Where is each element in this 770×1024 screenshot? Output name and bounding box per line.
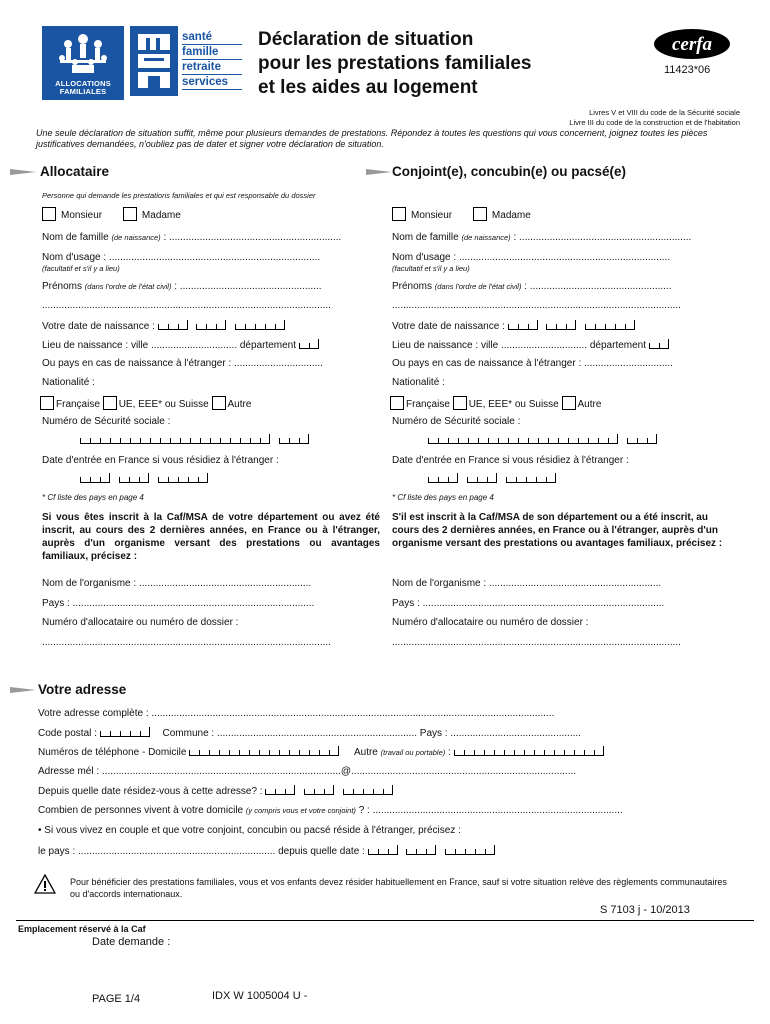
- couple-label: • Si vous vivez en couple et que votre conjoint, concubin ou pacsé réside à l'étranger, précisez :: [38, 825, 461, 836]
- label: Française: [56, 399, 100, 410]
- conjoint-nom-famille-field[interactable]: Nom de famille (de naissance) : ..............................................................: [392, 232, 692, 243]
- label: Numéros de téléphone - Domicile: [38, 747, 187, 758]
- num-allocataire-input[interactable]: ........................................................................................................: [42, 637, 331, 648]
- label: Autre: [227, 399, 252, 410]
- label: Pays :: [392, 598, 420, 609]
- prenoms-continuation[interactable]: ........................................................................................................: [42, 300, 331, 311]
- label: Ou pays en cas de naissance à l'étranger :: [392, 358, 582, 369]
- msa-word: retraite: [182, 60, 242, 75]
- conjoint-date-entree-input[interactable]: [428, 473, 556, 485]
- label: le pays :: [38, 846, 76, 857]
- label: Commune :: [162, 728, 215, 739]
- label: département: [589, 340, 647, 351]
- label: département: [239, 340, 297, 351]
- msa-word: famille: [182, 45, 242, 60]
- note: (de naissance): [461, 233, 511, 242]
- label: Nom de l'organisme :: [392, 578, 487, 589]
- arrow-icon: [10, 686, 36, 694]
- label: Nom d'usage :: [392, 252, 457, 263]
- allocataire-subtitle: Personne qui demande les prestations familiales et qui est responsable du dossier: [42, 191, 316, 200]
- label: Depuis quelle date résidez-vous à cette adresse? :: [38, 786, 263, 797]
- cf-liste-note: * Cf liste des pays en page 4: [392, 493, 494, 502]
- caf-family-icon: [56, 32, 110, 76]
- label: Nom d'usage :: [42, 252, 107, 263]
- conjoint-prenoms-continuation[interactable]: ........................................................................................................: [392, 300, 681, 311]
- facultatif-note: (facultatif et s'il y a lieu): [42, 264, 120, 273]
- label: Prénoms: [392, 281, 433, 292]
- date-naissance-field[interactable]: [42, 320, 285, 332]
- label: Votre date de naissance :: [392, 321, 505, 332]
- note: (dans l'ordre de l'état civil): [84, 282, 172, 291]
- autre-checkbox[interactable]: [212, 396, 226, 410]
- nom-organisme-field[interactable]: Nom de l'organisme : ..............................................................: [42, 578, 312, 589]
- madame-label: Madame: [141, 210, 181, 221]
- conjoint-caf-msa-text: S'il est inscrit à la Caf/MSA de son département ou a été inscrit, au cours des 2 dernières années, en France ou à l'étranger, auprès d'un organisme versant des prestations ou avantages familiaux, précisez :: [392, 512, 723, 549]
- note: (dans l'ordre de l'état civil): [434, 282, 522, 291]
- caf-logo-text: ALLOCATIONS FAMILIALES: [55, 79, 111, 96]
- lieu-naissance-field[interactable]: Lieu de naissance : ville ............................... département: [42, 339, 319, 351]
- page-number: PAGE 1/4: [92, 993, 141, 1005]
- conjoint-nom-usage-field[interactable]: Nom d'usage : ............................................................................: [392, 252, 671, 263]
- conjoint-pays-field[interactable]: Pays : .......................................................................................: [392, 598, 665, 609]
- francaise-checkbox[interactable]: [40, 396, 54, 410]
- title-line: pour les prestations familiales: [258, 53, 532, 74]
- legal-ref: Livre III du code de la construction et de l'habitation: [569, 118, 740, 127]
- ue-eee-checkbox[interactable]: [103, 396, 117, 410]
- arrow-icon: [366, 168, 392, 176]
- num-allocataire-label: Numéro d'allocataire ou numéro de dossier :: [42, 617, 239, 628]
- label: Lieu de naissance : ville: [392, 340, 499, 351]
- title-line: et les aides au logement: [258, 77, 478, 98]
- intro-text: Une seule déclaration de situation suffit, même pour plusieurs demandes de prestations. Répondez à toutes les questions qui vous concernent, joignez toutes les pièces justificatives demandées, n'oubliez pas de dater et signer votre déclaration de situation.: [36, 128, 708, 149]
- madame-label: Madame: [491, 210, 531, 221]
- nom-usage-field[interactable]: Nom d'usage : ............................................................................: [42, 252, 321, 263]
- msa-words: [182, 30, 242, 90]
- label: UE, EEE* ou Suisse: [468, 399, 559, 410]
- date-demande-label: Date demande :: [92, 936, 171, 948]
- num-secu-input[interactable]: [80, 434, 309, 446]
- label: Ou pays en cas de naissance à l'étranger :: [42, 358, 232, 369]
- label: Française: [406, 399, 450, 410]
- label: Pays :: [419, 728, 448, 739]
- cf-liste-note: * Cf liste des pays en page 4: [42, 493, 144, 502]
- mel-field[interactable]: Adresse mél : ......................................................................................@.................................................................................: [38, 766, 577, 777]
- warning-text: Pour bénéficier des prestations familiales, vous et vos enfants devez résider habituellement en France, sauf si votre situation relève des règlements communautaires ou d'accords internationaux.: [70, 877, 727, 899]
- label: Adresse mél :: [38, 766, 100, 777]
- madame-checkbox[interactable]: [123, 207, 137, 221]
- label: Lieu de naissance : ville: [42, 340, 149, 351]
- conjoint-pays-naissance-field[interactable]: Ou pays en cas de naissance à l'étranger : ................................: [392, 358, 673, 369]
- legal-ref: Livres V et VIII du code de la Sécurité sociale: [589, 108, 740, 117]
- num-secu-label: Numéro de Sécurité sociale :: [42, 416, 171, 427]
- cerfa-number: 11423*06: [664, 64, 711, 76]
- combien-field[interactable]: Combien de personnes vivent à votre domicile (y compris vous et votre conjoint) ? : ..........................................................................................: [38, 805, 623, 816]
- num-secu-label: Numéro de Sécurité sociale :: [392, 416, 521, 427]
- nationalite-label: Nationalité :: [42, 377, 95, 388]
- conjoint-num-allocataire-input[interactable]: ........................................................................................................: [392, 637, 681, 648]
- note: (travail ou portable): [380, 748, 446, 757]
- idx-code: IDX W 1005004 U -: [212, 990, 308, 1002]
- conjoint-monsieur-checkbox[interactable]: [392, 207, 406, 221]
- conjoint-num-secu-input[interactable]: [428, 434, 657, 446]
- msa-mark-icon: [134, 32, 174, 90]
- facultatif-note: (facultatif et s'il y a lieu): [392, 264, 470, 273]
- conjoint-lieu-naissance-field[interactable]: Lieu de naissance : ville ............................... département: [392, 339, 669, 351]
- conjoint-madame-checkbox[interactable]: [473, 207, 487, 221]
- monsieur-label: Monsieur: [411, 210, 453, 221]
- title-line: Déclaration de situation: [258, 29, 474, 50]
- label: Votre adresse complète :: [38, 708, 149, 719]
- code-postal-field[interactable]: Code postal : Commune : ........................................................................ Pays : ...............................................: [38, 728, 581, 739]
- caf-msa-text: Si vous êtes inscrit à la Caf/MSA de votre département ou avez été inscrit, au cours des 2 dernières années, en France ou à l'étranger, auprès d'un organisme versant des prestations ou avantages familiaux, précisez :: [42, 512, 380, 562]
- label: Nom de l'organisme :: [42, 578, 137, 589]
- cerfa-logo: [652, 28, 732, 60]
- label: Autre: [577, 399, 602, 410]
- date-entree-label: Date d'entrée en France si vous résidiez à l'étranger :: [392, 455, 629, 466]
- telephone-field[interactable]: Numéros de téléphone - Domicile Autre (travail ou portable) :: [38, 746, 604, 758]
- label: Combien de personnes vivent à votre domicile: [38, 805, 244, 816]
- msa-logo: [130, 26, 178, 96]
- pays-field[interactable]: Pays : .......................................................................................: [42, 598, 315, 609]
- label: Nom de famille: [42, 232, 109, 243]
- form-reference: S 7103 j - 10/2013: [600, 904, 690, 916]
- conjoint-prenoms-field[interactable]: Prénoms (dans l'ordre de l'état civil) : ...................................................: [392, 281, 672, 292]
- conjoint-ue-eee-checkbox[interactable]: [453, 396, 467, 410]
- num-allocataire-label: Numéro d'allocataire ou numéro de dossier :: [392, 617, 589, 628]
- conjoint-nom-organisme-field[interactable]: Nom de l'organisme : ..............................................................: [392, 578, 662, 589]
- le-pays-field[interactable]: le pays : ....................................................................... depuis quelle date :: [38, 845, 495, 857]
- adresse-title: Votre adresse: [38, 682, 127, 697]
- legal-references: [569, 108, 740, 128]
- label: Votre date de naissance :: [42, 321, 155, 332]
- msa-word: santé: [182, 30, 242, 45]
- nationalite-label: Nationalité :: [392, 377, 445, 388]
- label: depuis quelle date :: [278, 846, 365, 857]
- note: (y compris vous et votre conjoint): [245, 806, 356, 815]
- allocataire-title: Allocataire: [40, 164, 110, 179]
- warning-icon: [34, 874, 56, 897]
- prenoms-field[interactable]: Prénoms (dans l'ordre de l'état civil) : ...................................................: [42, 281, 322, 292]
- nom-famille-field[interactable]: Nom de famille (de naissance) : ..............................................................: [42, 232, 342, 243]
- adresse-complete-field[interactable]: Votre adresse complète : .................................................................................................................................................: [38, 708, 555, 719]
- cerfa-logo-text: cerfa: [671, 34, 713, 55]
- label: Autre: [353, 747, 378, 758]
- monsieur-checkbox[interactable]: [42, 207, 56, 221]
- label: Prénoms: [42, 281, 83, 292]
- conjoint-title: Conjoint(e), concubin(e) ou pacsé(e): [392, 164, 627, 179]
- monsieur-label: Monsieur: [61, 210, 103, 221]
- conjoint-date-naissance-field[interactable]: [392, 320, 635, 332]
- arrow-icon: [10, 168, 36, 176]
- page-title: [258, 28, 531, 100]
- pays-naissance-field[interactable]: Ou pays en cas de naissance à l'étranger : ................................: [42, 358, 323, 369]
- depuis-field[interactable]: [38, 785, 393, 797]
- date-entree-label: Date d'entrée en France si vous résidiez à l'étranger :: [42, 455, 279, 466]
- label: Nom de famille: [392, 232, 459, 243]
- conjoint-autre-checkbox[interactable]: [562, 396, 576, 410]
- reserved-caf-label: Emplacement réservé à la Caf: [18, 924, 146, 934]
- label: UE, EEE* ou Suisse: [118, 399, 209, 410]
- msa-word: services: [182, 75, 242, 90]
- label: Code postal :: [38, 728, 97, 739]
- date-entree-input[interactable]: [80, 473, 208, 485]
- caf-logo: [42, 26, 124, 100]
- conjoint-francaise-checkbox[interactable]: [390, 396, 404, 410]
- divider: [16, 920, 754, 921]
- label: Pays :: [42, 598, 70, 609]
- note: (de naissance): [111, 233, 161, 242]
